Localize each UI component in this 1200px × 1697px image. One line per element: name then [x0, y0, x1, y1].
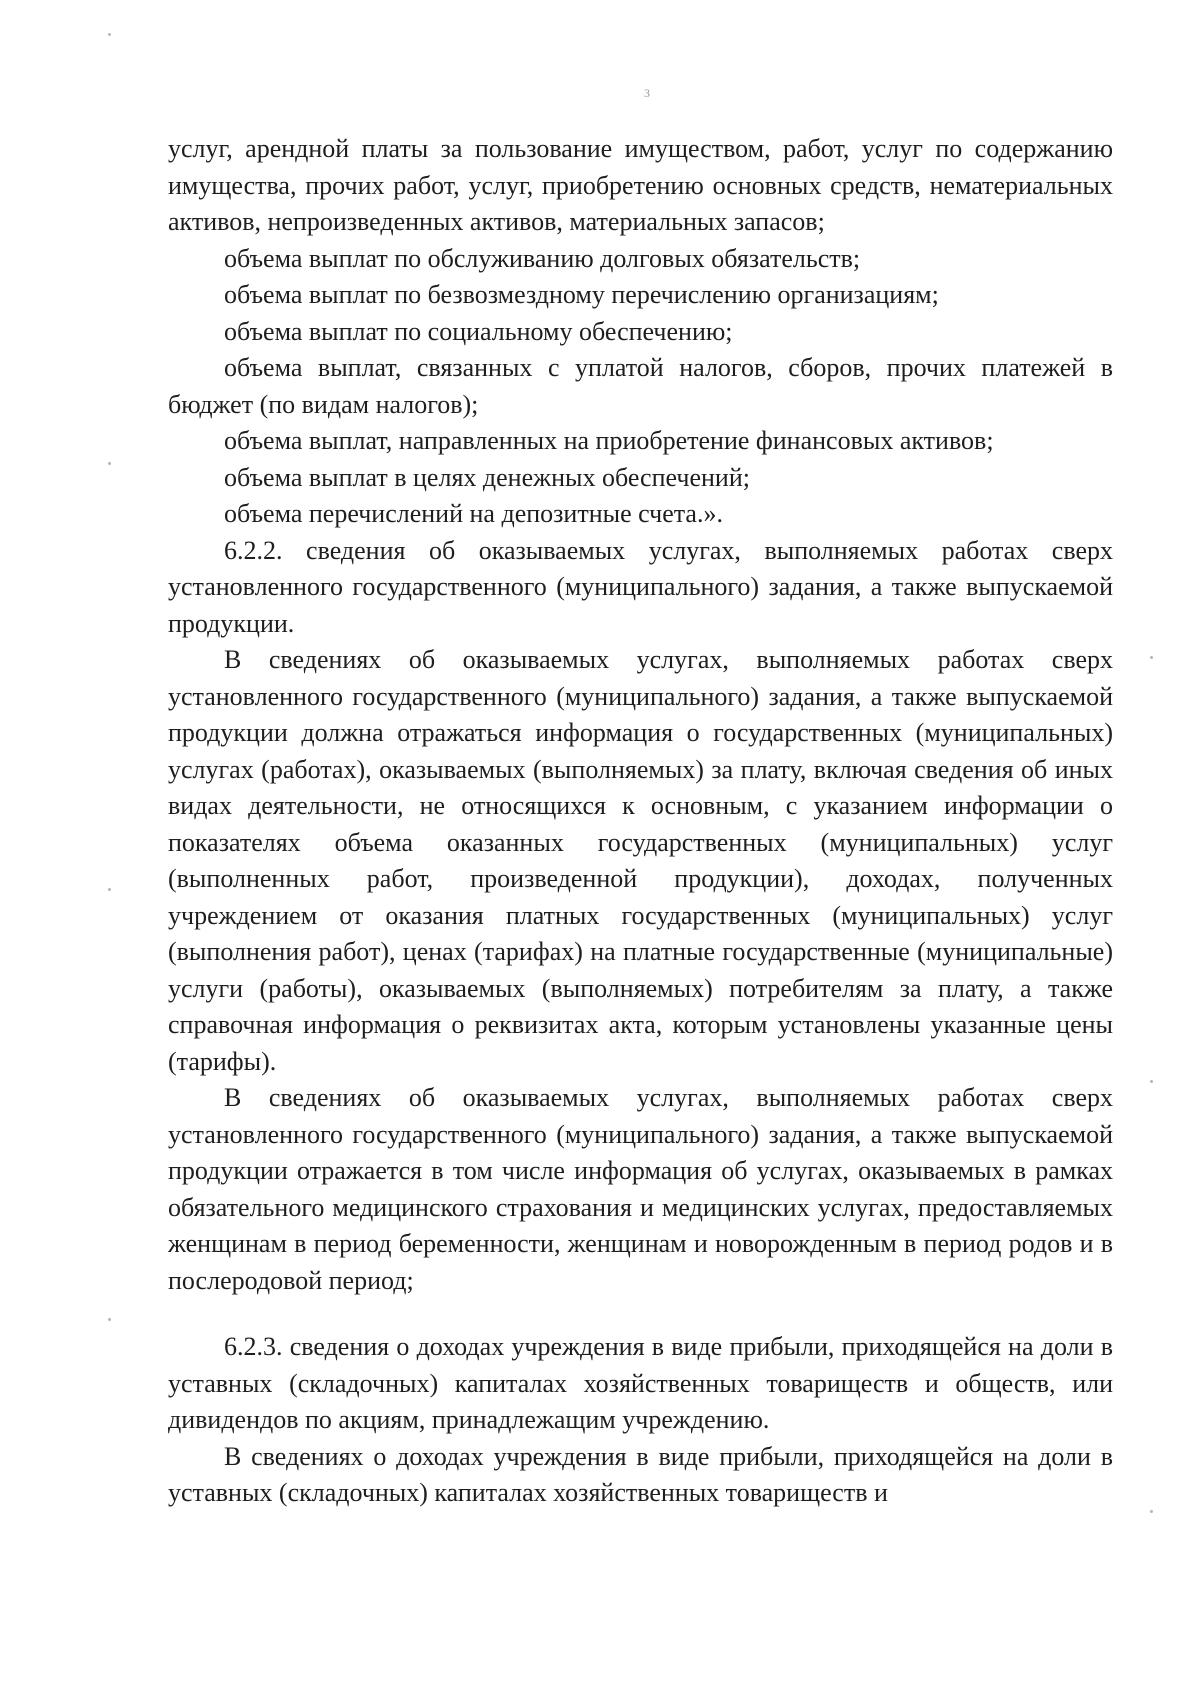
- paragraph-medical-services: В сведениях об оказываемых услугах, выполняемых работах сверх установленного государственного (муниципального) задания, а также выпускаемой продукции отражается в том числе информация об услугах, оказываемых в рамках обязательного медицинского страхования и медицинских услугах, предоставляемых женщинам в период беременности, женщинам и новорожденным в период родов и в послеродовой период;: [168, 1083, 1113, 1295]
- scan-speck: [108, 462, 111, 465]
- scan-speck: [1150, 1510, 1153, 1513]
- section-6-2-3-heading: 6.2.3. сведения о доходах учреждения в виде прибыли, приходящейся на доли в уставных (складочных) капиталах хозяйственных товариществ и обществ, или дивидендов по акциям, принадлежащим учреждению.: [168, 1332, 1113, 1434]
- paragraph-paid-services: В сведениях об оказываемых услугах, выполняемых работах сверх установленного государственного (муниципального) задания, а также выпускаемой продукции должна отражаться информация о государственных (муниципальных) услугах (работах), оказываемых (выполняемых) за плату, включая сведения об иных видах деятельности, не относящихся к основным, с указанием информации о показателях объема оказанных государственных (муниципальных) услуг (выполненных работ, произведенной продукции), доходах, полученных учреждением от оказания платных государственных (муниципальных) услуг (выполнения работ), ценах (тарифах) на платные государственные (муниципальные) услуги (работы), оказываемых (выполняемых) потребителям за плату, а также справочная информация о реквизитах акта, которым установлены указанные цены (тарифы).: [168, 645, 1113, 1076]
- section-6-2-2-heading: 6.2.2. сведения об оказываемых услугах, выполняемых работах сверх установленного государственного (муниципального) задания, а также выпускаемой продукции.: [168, 535, 1113, 638]
- paragraph-profit-income: В сведениях о доходах учреждения в виде прибыли, приходящейся на доли в уставных (складочных) капиталах хозяйственных товариществ и: [168, 1441, 1113, 1507]
- scan-speck: [108, 33, 111, 36]
- scan-speck: [108, 1318, 111, 1321]
- paragraph-financial-assets: объема выплат, направленных на приобретение финансовых активов;: [224, 426, 994, 455]
- page-number-mark: 3: [644, 86, 650, 100]
- scan-speck: [1150, 656, 1153, 659]
- paragraph-deposit-transfers: объема перечислений на депозитные счета.».: [224, 499, 723, 528]
- paragraph-social-payments: объема выплат по социальному обеспечению;: [224, 316, 733, 346]
- paragraph-tax-payments: объема выплат, связанных с уплатой налогов, сборов, прочих платежей в бюджет (по видам налогов);: [168, 353, 1113, 419]
- paragraph-debt-payments: объема выплат по обслуживанию долговых обязательств;: [224, 243, 861, 273]
- paragraph-cash-security: объема выплат в целях денежных обеспечений;: [224, 462, 750, 492]
- paragraph-transfers: объема выплат по безвозмездному перечислению организациям;: [224, 280, 939, 309]
- scan-speck: [108, 888, 111, 891]
- scan-speck: [1150, 1080, 1153, 1083]
- paragraph-continuation: услуг, арендной платы за пользование имуществом, работ, услуг по содержанию имущества, прочих работ, услуг, приобретению основных средств, нематериальных активов, непроизведенных активов, материальных запасов;: [168, 134, 1113, 236]
- document-body: [168, 131, 1113, 1512]
